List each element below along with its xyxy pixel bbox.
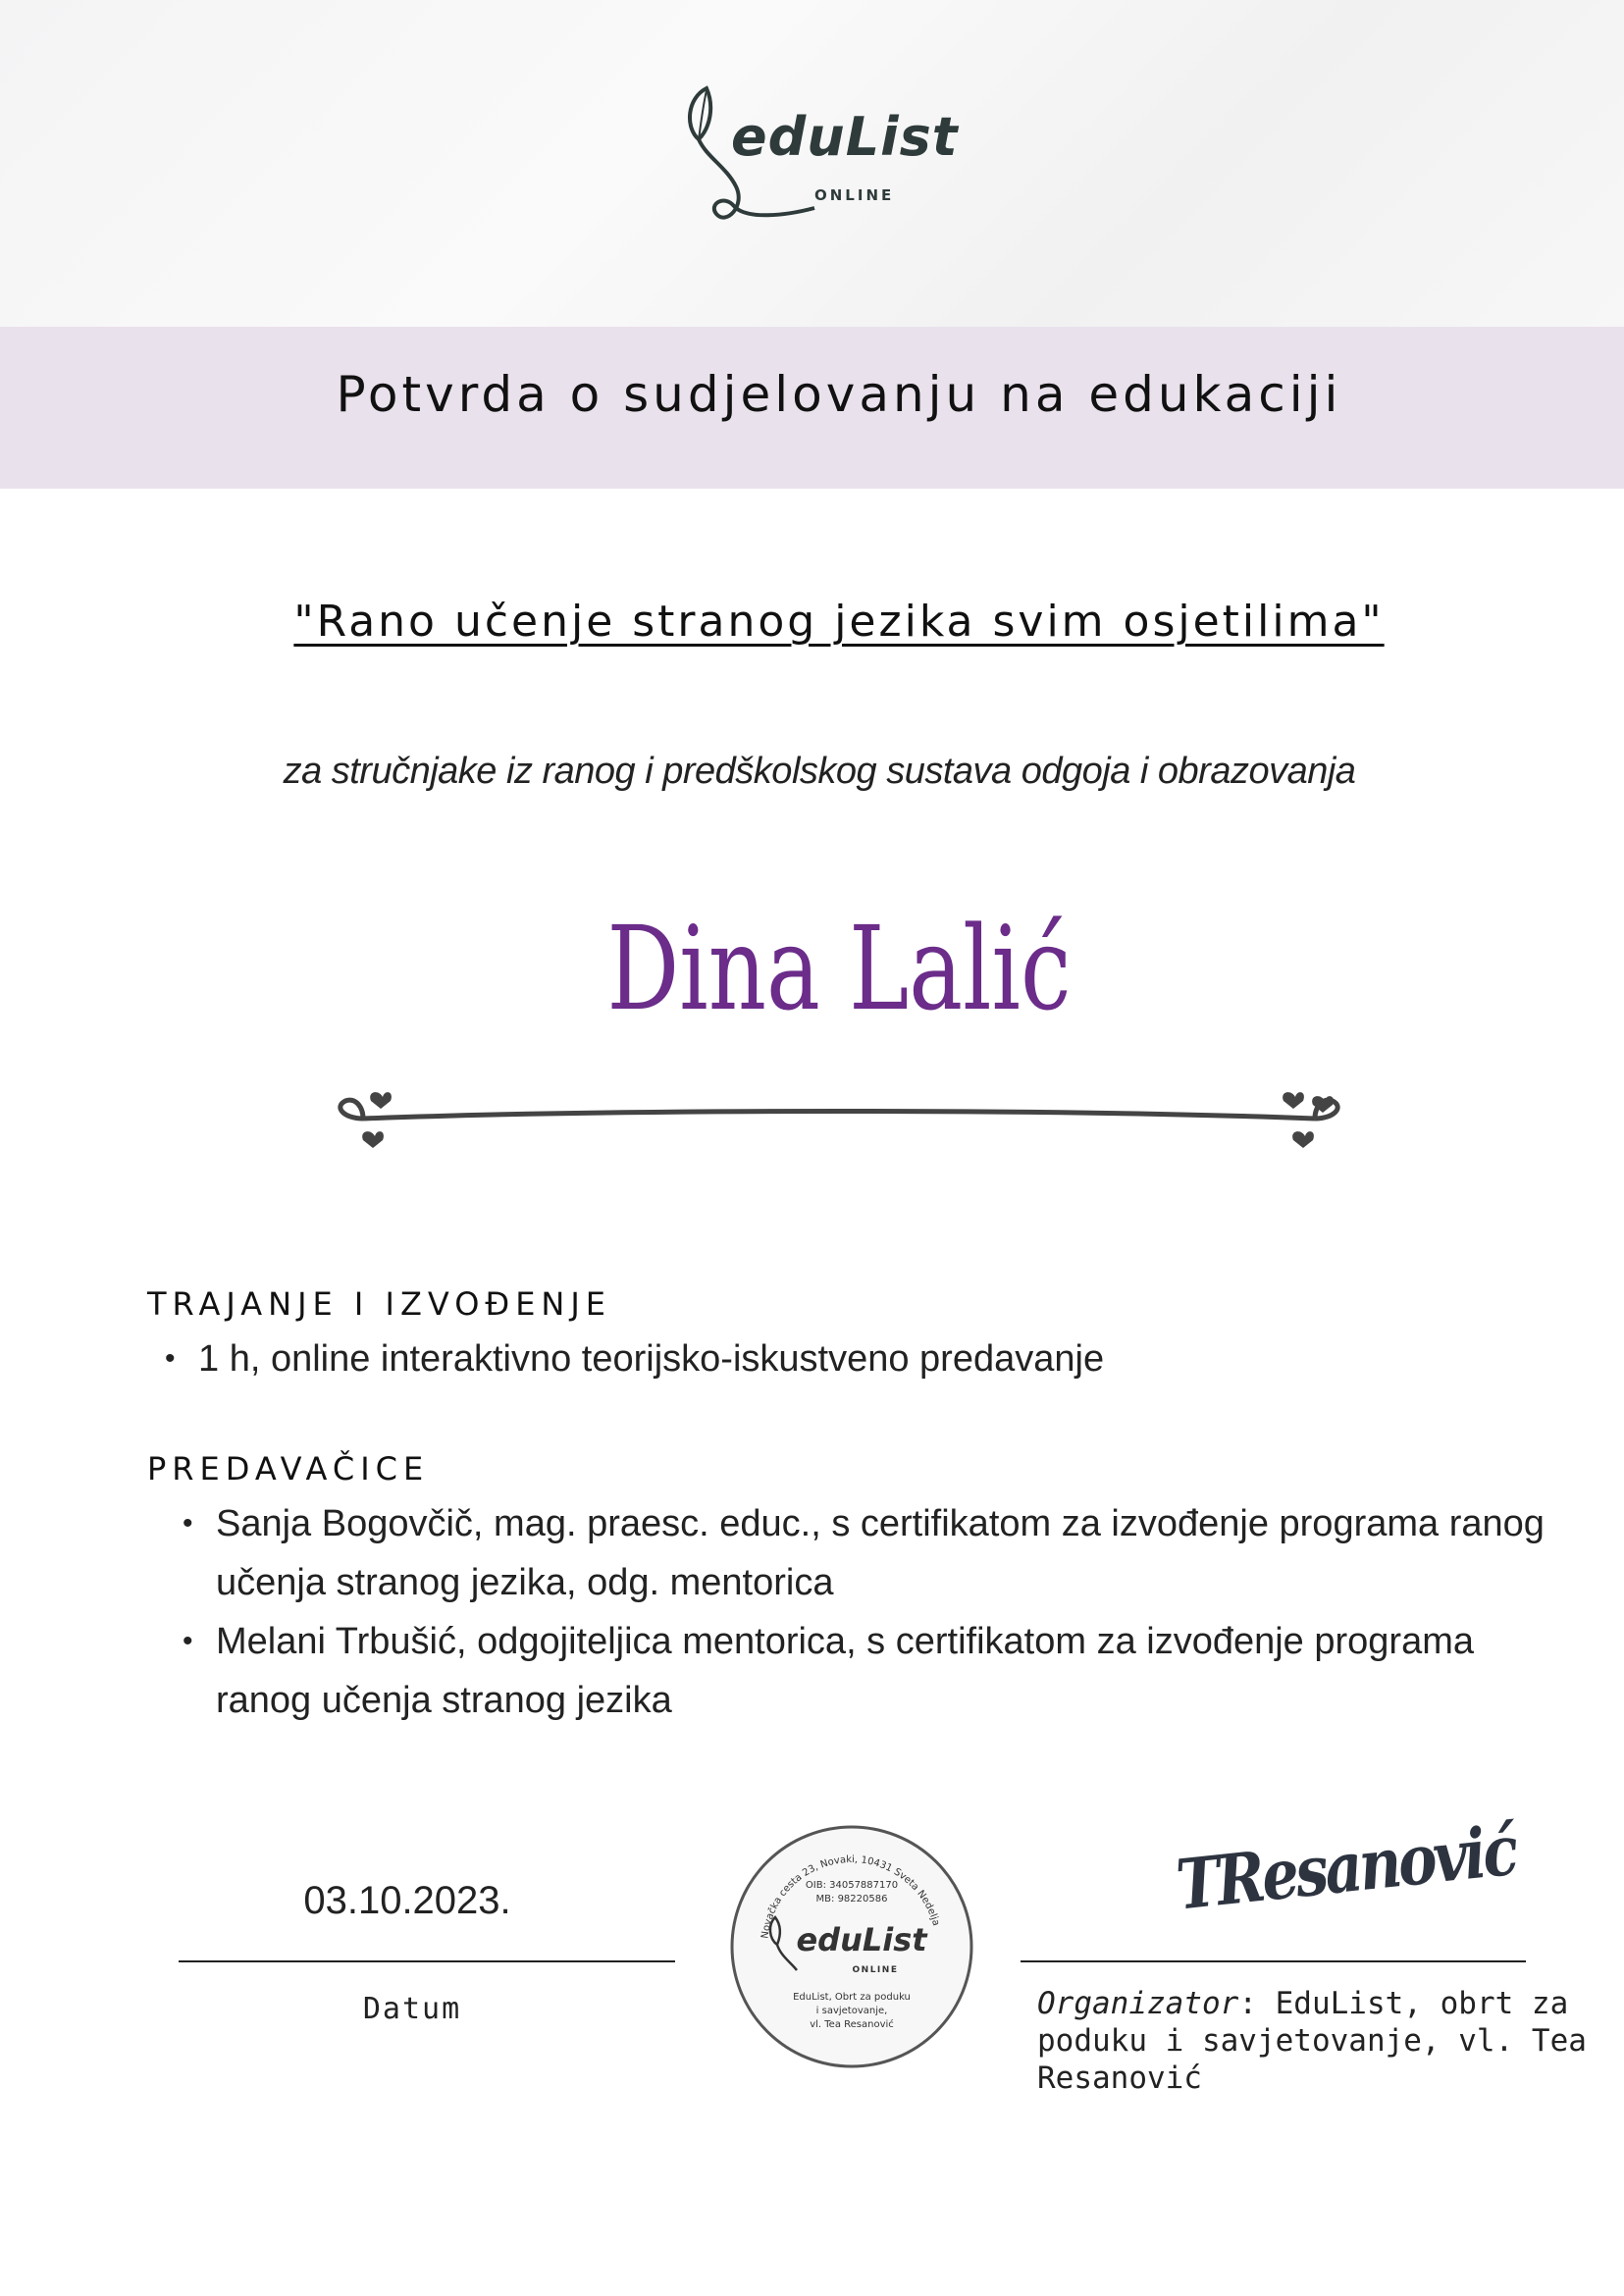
target-audience: za stručnjake iz ranog i predškolskog sustava odgoja i obrazovanja <box>283 751 1356 792</box>
stamp-brand-subtitle: ONLINE <box>852 1965 899 1975</box>
participant-name: Dina Lalić <box>606 901 1072 1036</box>
organizer-text: : EduList, obrt za poduku i savjetovanje, vl. Tea Resanović <box>1037 1986 1587 2096</box>
list-item: • Sanja Bogovčič, mag. praesc. educ., s certifikatom za izvođenje programa ranog učenja stranog jezika, odg. mentorica <box>216 1494 1550 1612</box>
date-value: 03.10.2023. <box>303 1879 511 1922</box>
brand-logo-text: eduList <box>731 106 959 168</box>
organizer-info <box>1037 1985 1587 2097</box>
course-title <box>0 597 1624 647</box>
stamp-brand: eduList <box>796 1921 927 1958</box>
stamp-line-2: i savjetovanje, <box>815 2006 888 2016</box>
stamp-address: Novačka cesta 23, Novaki, 10431 Sveta Nedelja <box>760 1853 942 1940</box>
date-signature-line <box>179 1960 675 1962</box>
stamp-line-3: vl. Tea Resanović <box>810 2019 894 2030</box>
stamp-line-1: EduList, Obrt za poduku <box>793 1992 911 2003</box>
bullet-icon: • <box>165 1342 176 1375</box>
bullet-icon: • <box>183 1507 193 1539</box>
brand-logo-subtitle: ONLINE <box>814 186 895 204</box>
course-title-text: "Rano učenje stranog jezika svim osjetilima" <box>293 597 1385 647</box>
organizer-signature-line <box>1021 1960 1526 1962</box>
heart-divider-icon <box>324 1079 1354 1158</box>
certificate-title: Potvrda o sudjelovanju na edukaciji <box>336 366 1342 423</box>
duration-heading: TRAJANJE I IZVOĐENJE <box>147 1285 611 1323</box>
signature: TResanović <box>1173 1808 1519 1926</box>
lecturers-list <box>183 1494 1550 1730</box>
stamp-mb: MB: 98220586 <box>815 1894 888 1905</box>
list-item: • 1 h, online interaktivno teorijsko-iskustveno predavanje <box>198 1330 1474 1388</box>
duration-list <box>165 1330 1474 1388</box>
list-item: • Melani Trbušić, odgojiteljica mentorica, s certifikatom za izvođenje programa ranog učenja stranog jezika <box>216 1612 1550 1730</box>
lecturers-heading: PREDAVAČICE <box>147 1450 430 1487</box>
date-label: Datum <box>362 1992 462 2026</box>
stamp-oib: OIB: 34057887170 <box>805 1880 899 1891</box>
official-stamp <box>728 1823 975 2070</box>
organizer-label: Organizator <box>1037 1986 1239 2021</box>
bullet-icon: • <box>183 1625 193 1657</box>
